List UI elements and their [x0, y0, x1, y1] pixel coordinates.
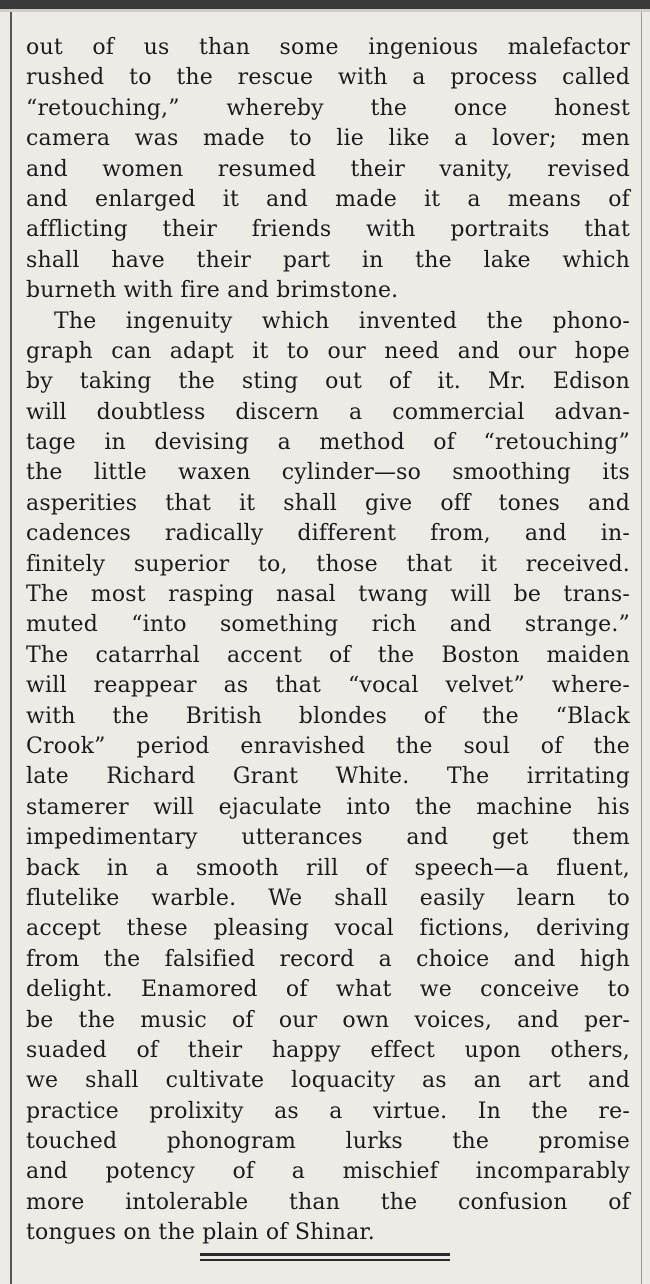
article-line: we shall cultivate loquacity as an art and [26, 1068, 630, 1094]
article-line: graph can adapt it to our need and our hope [26, 338, 630, 364]
article-end-rule [200, 1259, 450, 1261]
article-line: The most rasping nasal twang will be trans- [26, 582, 630, 608]
article-end-rule [200, 1253, 450, 1256]
article-line: cadences radically different from, and in- [26, 521, 630, 547]
article-line: tage in devising a method of “retouching” [26, 430, 630, 456]
article-column [26, 33, 630, 1249]
article-line: and potency of a mischief incomparably [26, 1159, 630, 1185]
article-line: will doubtless discern a commercial advan- [26, 399, 630, 425]
article-line: by taking the sting out of it. Mr. Edison [26, 369, 630, 395]
article-line: suaded of their happy effect upon others, [26, 1037, 630, 1063]
article-line: will reappear as that “vocal velvet” where- [26, 673, 630, 699]
article-line: “retouching,” whereby the once honest [26, 95, 630, 121]
article-line: stamerer will ejaculate into the machine his [26, 794, 630, 820]
article-line: more intolerable than the confusion of [26, 1189, 630, 1215]
article-line: rushed to the rescue with a process called [26, 65, 630, 91]
top-border-rule [0, 0, 650, 9]
article-line: be the music of our own voices, and per- [26, 1007, 630, 1033]
article-line: finitely superior to, those that it received. [26, 551, 630, 577]
article-line: burneth with fire and brimstone. [26, 278, 399, 304]
article-line: back in a smooth rill of speech—a fluent, [26, 855, 630, 881]
article-line: The ingenuity which invented the phono- [54, 308, 630, 334]
article-line: asperities that it shall give off tones and [26, 490, 630, 516]
article-line: out of us than some ingenious malefactor [26, 35, 630, 60]
article-line: The catarrhal accent of the Boston maiden [26, 642, 630, 668]
article-line: flutelike warble. We shall easily learn to [26, 885, 630, 911]
article-line: from the falsified record a choice and high [26, 946, 630, 972]
article-line: shall have their part in the lake which [26, 247, 630, 273]
article-line: Crook” period enravished the soul of the [26, 733, 630, 759]
article-line: afflicting their friends with portraits that [26, 217, 630, 243]
article-line: the little waxen cylinder—so smoothing its [26, 460, 630, 486]
article-line: accept these pleasing vocal fictions, deriving [26, 916, 630, 942]
article-line: with the British blondes of the “Black [26, 703, 630, 729]
article-line: tongues on the plain of Shinar. [26, 1220, 375, 1246]
article-line: muted “into something rich and strange.” [26, 612, 630, 638]
top-border-shadow [0, 9, 650, 12]
article-line: impedimentary utterances and get them [26, 825, 630, 851]
article-line: delight. Enamored of what we conceive to [26, 977, 630, 1003]
article-line: touched phonogram lurks the promise [26, 1129, 630, 1155]
article-line: late Richard Grant White. The irritating [26, 764, 630, 790]
column-rule-right [641, 12, 642, 1284]
article-line: and enlarged it and made it a means of [26, 186, 630, 212]
article-line: camera was made to lie like a lover; men [26, 126, 630, 152]
column-rule-left [10, 12, 12, 1284]
article-line: practice prolixity as a virtue. In the re- [26, 1098, 630, 1124]
article-line: and women resumed their vanity, revised [26, 156, 630, 182]
